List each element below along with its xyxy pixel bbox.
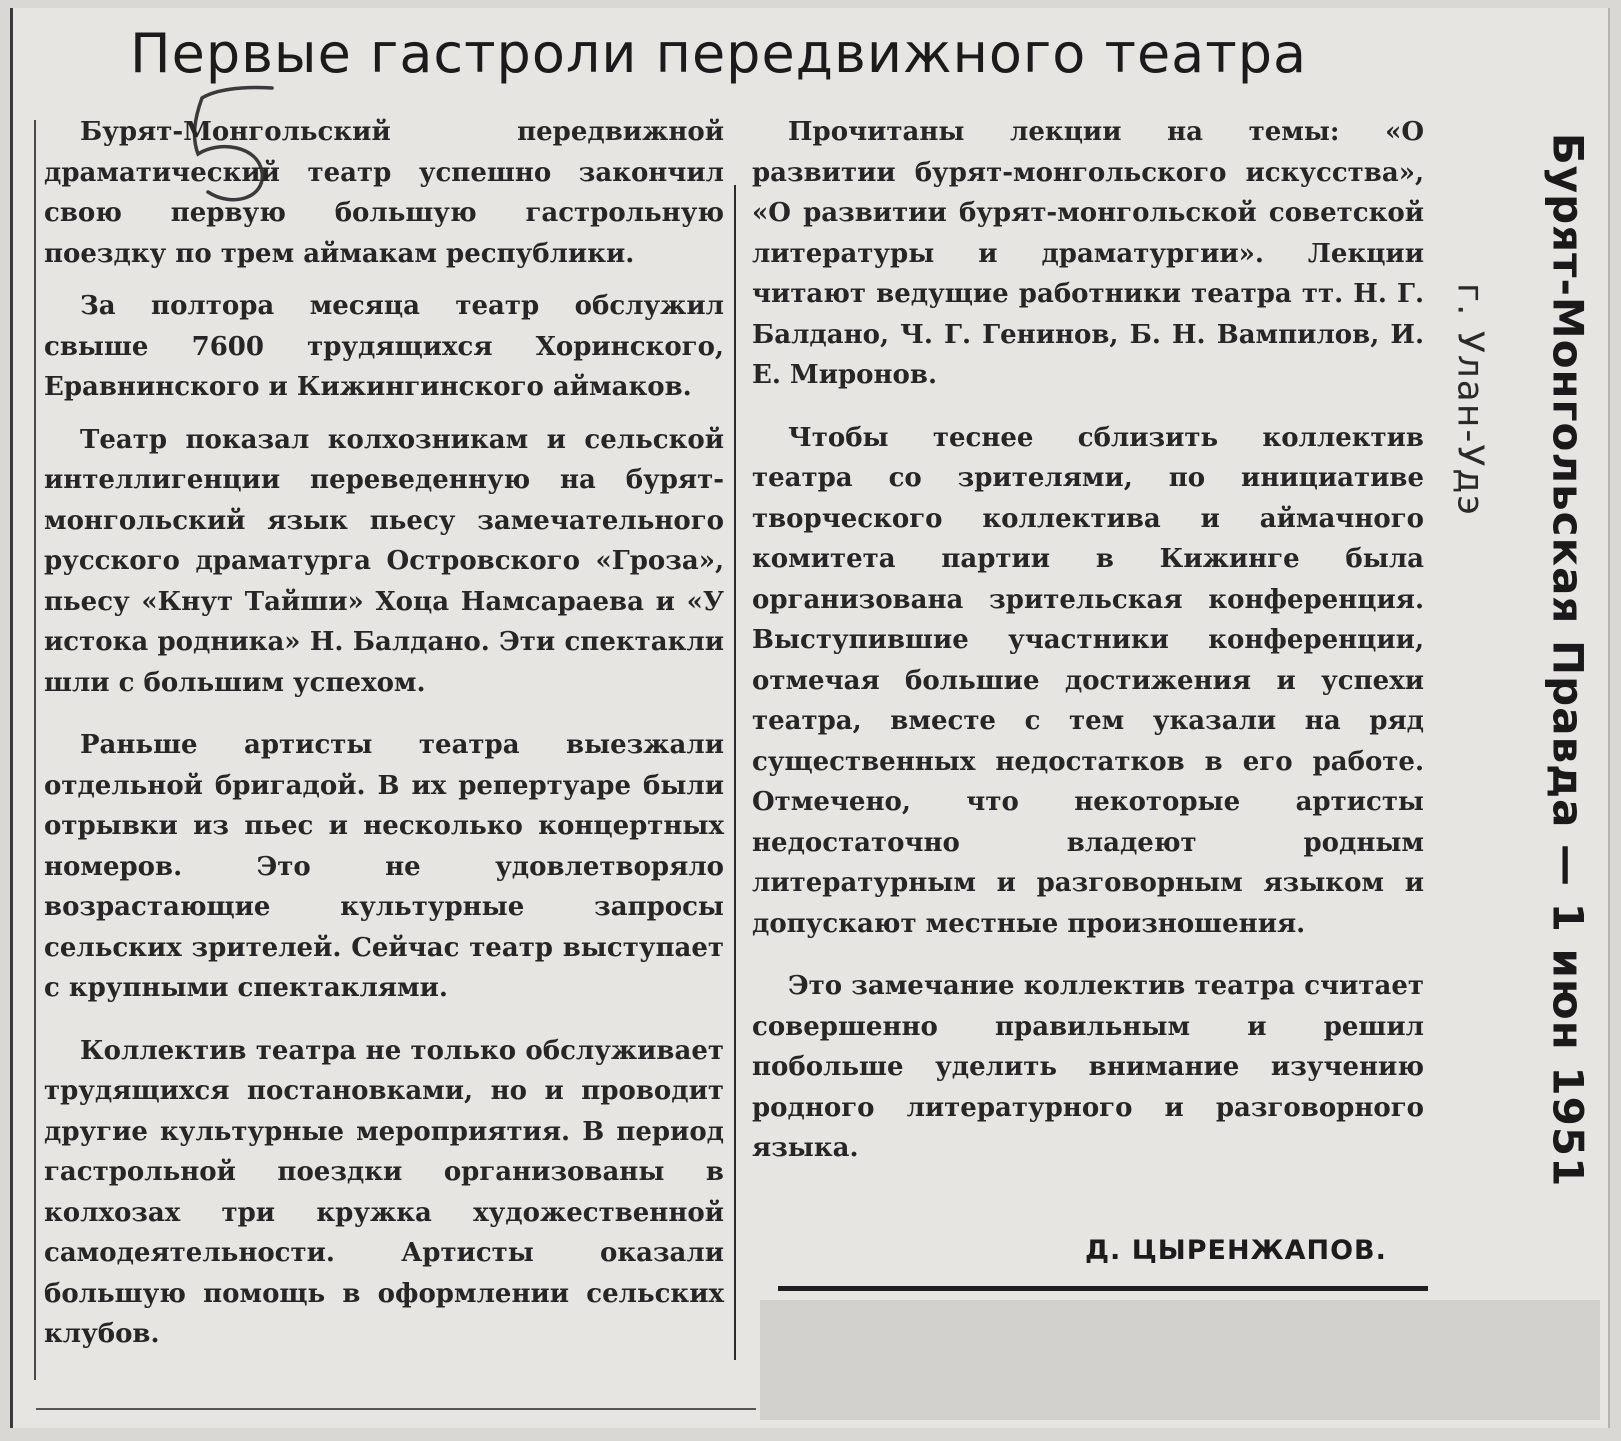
- paragraph-lectures: Прочитаны лекции на темы: «О развитии бурят-монгольского искусства», «О развитии бурят-монгольской советской литературы и драматургии». Лекции читают ведущие работники театра тт. Н. Г. Балдано, Ч. Г. Генинов, Б. Н. Вампилов, И. Е. Миронов.: [752, 117, 1424, 390]
- left-margin-line: [34, 120, 36, 1380]
- paragraph-conference: Чтобы теснее сблизить коллектив театра со зрителями, по инициативе творческого коллектива и аймачного комитета партии в Кижинге была организована зрительская конференция. Выступившие участники конференции, отмечая большие достижения и успехи театра, вместе с тем указали на ряд существенных недостатков в его работе. Отмечено, что некоторые артисты недостаточно владеют родным литературным и разговорным языком и допускают местные произношения.: [752, 422, 1424, 939]
- handwritten-source-note: Бурят-Монгольская Правда — 1 июн 1951: [1543, 132, 1593, 1188]
- article-column-left: [44, 112, 724, 1367]
- handwritten-city-note: г. Улан-Удэ: [1449, 283, 1491, 517]
- clipping-bottom-edge: [36, 1408, 756, 1410]
- column-divider: [734, 185, 736, 1360]
- paragraph-tour: Бурят-Монгольский передвижной драматический театр успешно закончил свою первую большую гастрольную поездку по трем аймакам республики.: [44, 117, 724, 269]
- article-end-rule: [778, 1286, 1428, 1291]
- paragraph-audience: За полтора месяца театр обслужил свыше 7600 трудящихся Хоринского, Еравнинского и Кижингинского аймаков.: [44, 291, 724, 402]
- paragraph-activities: Коллектив театра не только обслуживает трудящихся постановками, но и проводит другие культурные мероприятия. В период гастрольной поездки организованы в колхозах три кружка художественной самодеятельности. Артисты оказали большую помощь в оформлении сельских клубов.: [44, 1035, 724, 1349]
- article-headline: Первые гастроли передвижного театра: [130, 22, 1308, 85]
- paragraph-conclusion: Это замечание коллектив театра считает совершенно правильным и решил побольше уделить внимание изучению родного литературного и разговорного языка.: [752, 971, 1424, 1163]
- article-author: Д. ЦЫРЕНЖАПОВ.: [1085, 1235, 1387, 1266]
- paper-shadow: [760, 1300, 1600, 1420]
- paragraph-before: Раньше артисты театра выезжали отдельной бригадой. В их репертуаре были отрывки из пьес и несколько концертных номеров. Это не удовлетворяло возрастающие культурные запросы сельских зрителей. Сейчас театр выступает с крупными спектаклями.: [44, 730, 724, 1003]
- paragraph-repertoire: Театр показал колхозникам и сельской интеллигенции переведенную на бурят-монгольский язык пьесу замечательного русского драматурга Островского «Гроза», пьесу «Кнут Тайши» Хоца Намсараева и «У истока родника» Н. Балдано. Эти спектакли шли с большим успехом.: [44, 424, 724, 698]
- article-column-right: [752, 112, 1424, 1181]
